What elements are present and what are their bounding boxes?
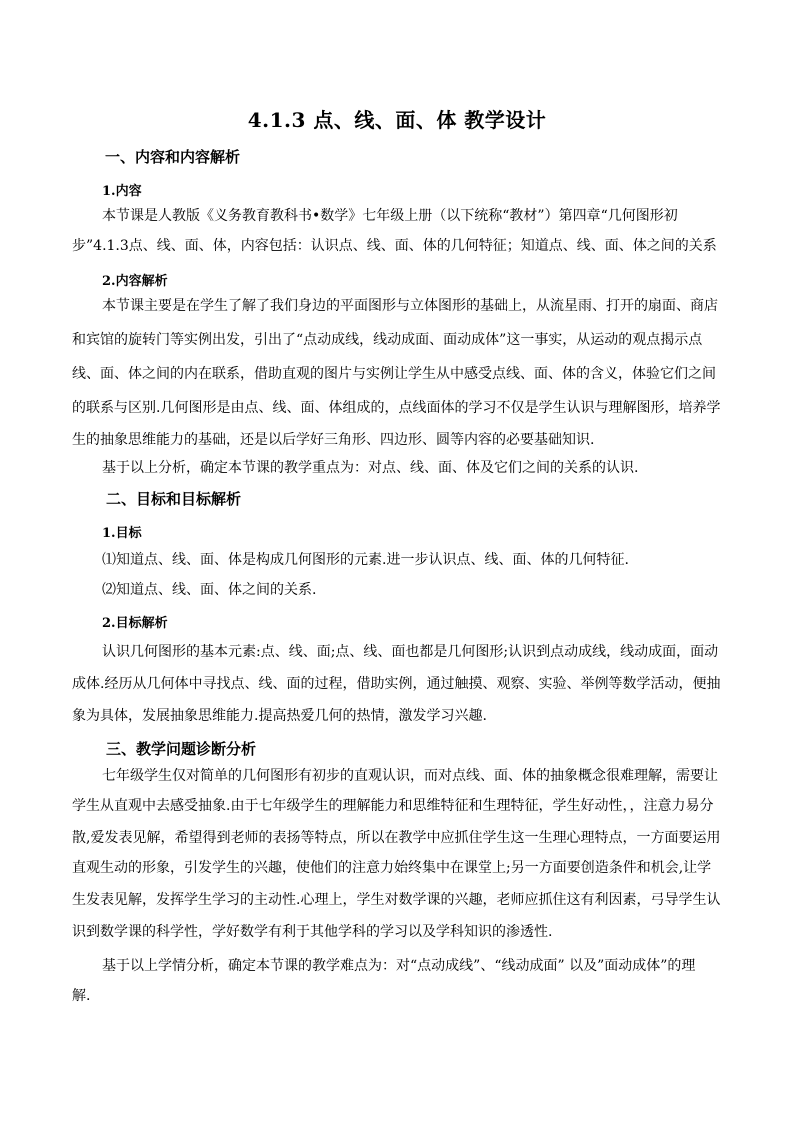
paragraph-line: 本节课是人教版《义务教育教科书•数学》七年级上册（以下统称“教材”）第四章“几何图形初 bbox=[102, 208, 678, 224]
subheading-content-analysis: 2.内容解析 bbox=[102, 274, 168, 289]
paragraph-line: 生发表见解，发挥学生学习的主动性.心理上，学生对数学课的兴趣，老师应抓住这有利因素，弓导学生认 bbox=[72, 892, 721, 908]
paragraph-line: 认识几何图形的基本元素:点、线、面;点、线、面也都是几何图形;认识到点动成线，线动成面，面动 bbox=[102, 644, 719, 660]
paragraph-line: 步”4.1.3点、线、面、体，内容包括：认识点、线、面、体的几何特征；知道点、线、面、体之间的关系 bbox=[72, 238, 717, 254]
paragraph-line: 学生从直观中去感受抽象.由于七年级学生的理解能力和思维特征和生理特征，学生好动性，，注意力易分 bbox=[72, 798, 714, 814]
paragraph-line: 的联系与区别.几何图形是由点、线、面、体组成的，点线面体的学习不仅是学生认识与理解图形，培养学 bbox=[72, 400, 721, 416]
paragraph-line: 解. bbox=[72, 988, 91, 1004]
goal-item: ⑴知道点、线、面、体是构成几何图形的元素.进一步认识点、线、面、体的几何特征. bbox=[102, 552, 629, 568]
goal-item: ⑵知道点、线、面、体之间的关系. bbox=[102, 582, 317, 598]
section-heading-1: 一、内容和内容解析 bbox=[105, 148, 241, 166]
paragraph-line: 七年级学生仅对简单的几何图形有初步的直观认识，而对点线、面、体的抽象概念很难理解，需要让 bbox=[102, 768, 718, 784]
paragraph-line: 和宾馆的旋转门等实例出发，引出了“点动成线，线动成面、面动成体”这一事实，从运动的观点揭示点 bbox=[72, 332, 703, 348]
subheading-content: 1.内容 bbox=[102, 184, 142, 199]
paragraph-line: 基于以上分析，确定本节课的教学重点为：对点、线、面、体及它们之间的关系的认识. bbox=[102, 460, 639, 476]
paragraph-line: 本节课主要是在学生了解了我们身边的平面图形与立体图形的基础上，从流星雨、打开的扇面、商店 bbox=[102, 298, 718, 314]
subheading-goal-analysis: 2.目标解析 bbox=[102, 616, 168, 631]
paragraph-line: 象为具体，发展抽象思维能力.提高热爱几何的热情，激发学习兴趣. bbox=[72, 708, 487, 724]
paragraph-line: 基于以上学情分析，确定本节课的教学难点为：对“点动成线”、“线动成面” 以及”面动成体”的理 bbox=[102, 958, 696, 974]
section-heading-3: 三、教学问题诊断分析 bbox=[106, 740, 257, 758]
section-heading-2: 二、目标和目标解析 bbox=[106, 490, 242, 508]
paragraph-line: 散,爱发表见解，希望得到老师的表扬等特点，所以在教学中应抓住学生这一生理心理特点，一方面要运用 bbox=[72, 830, 721, 846]
page-title: 4.1.3 点、线、面、体 教学设计 bbox=[247, 108, 547, 132]
paragraph-line: 生的抽象思维能力的基础，还是以后学好三角形、四边形、圆等内容的必要基础知识. bbox=[72, 432, 595, 448]
paragraph-line: 直观生动的形象，引发学生的兴趣，使他们的注意力始终集中在课堂上;另一方面要创造条件和机会,让学 bbox=[72, 860, 712, 876]
paragraph-line: 成体.经历从几何体中寻找点、线、面的过程，借助实例，通过触摸、观察、实验、举例等数学活动，便抽 bbox=[72, 676, 721, 692]
subheading-goals: 1.目标 bbox=[102, 526, 142, 541]
paragraph-line: 线、面、体之间的内在联系，借助直观的图片与实例让学生从中感受点线、面、体的含义，体验它们之间 bbox=[72, 366, 716, 382]
paragraph-line: 识到数学课的科学性，学好数学有利于其他学科的学习以及学科知识的渗透性. bbox=[72, 924, 553, 940]
